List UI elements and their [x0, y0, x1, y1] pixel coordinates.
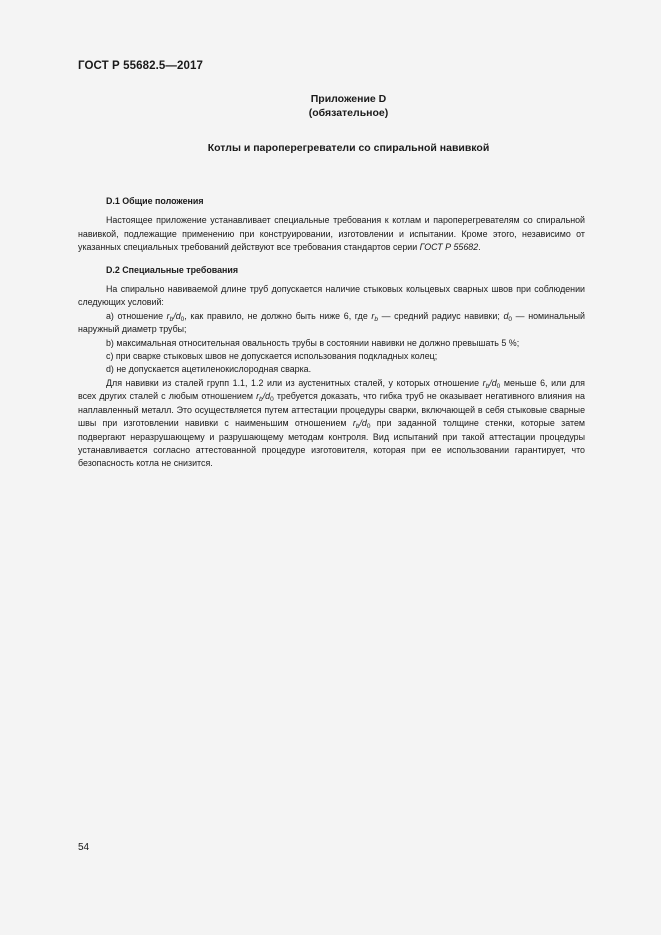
standard-designation: ГОСТ Р 55682.5—2017	[78, 60, 203, 72]
section-heading-d1: D.1 Общие положения	[106, 196, 204, 206]
list-item-c: с) при сварке стыковых швов не допускается использования подкладных колец;	[106, 351, 438, 362]
annex-title: Котлы и пароперегреватели со спиральной навивкой	[207, 142, 490, 154]
paragraph-d2-welding: Для навивки из сталей групп 1.1, 1.2 или из аустенитных сталей, у которых отношение $r_b/d_0$ меньше 6, или для всех других сталей с любым отношением $r_b/d_0$ требуется доказать, что гибка труб не оказывает негативного влияния на наплавленный металл. Это осуществляется путем аттестации процедуры сварки, включающей в себя стыковые сварные швы при изготовлении навивки с наименьшим отношением $r_b/d_0$ при заданной толщине стенки, которые затем подвергают неразрушающему и разрушающему методам контроля. Вид испытаний при такой аттестации процедуры устанавливается согласно аттестованной процедуре изготовителя, которая при ее использовании гарантирует, что безопасность котла не снизится.	[78, 377, 585, 469]
standard-reference: ГОСТ Р 55682	[419, 242, 479, 253]
list-item-b: b) максимальная относительная овальность трубы в состоянии навивки не должно превышать 5 %;	[106, 337, 520, 348]
paragraph-d1: Настоящее приложение устанавливает специальные требования к котлам и пароперегревателям со спиральной навивкой, подлежащие применению при конструировании, изготовлении и испытании. Кроме этого, независимо от указанных специальных требований действуют все требования стандартов серии ГОСТ Р 55682.	[78, 215, 585, 253]
page-number: 54	[78, 842, 90, 853]
annex-label: Приложение D	[310, 93, 387, 105]
list-item-a: а) отношение $r_b/d_0$, как правило, не должно быть ниже 6, где $r_b$ — средний радиус навивки; $d_0$ — номинальный наружный диаметр трубы;	[78, 310, 585, 335]
annex-status: (обязательное)	[308, 107, 389, 119]
document-body	[78, 195, 585, 471]
paragraph-d2-intro: На спирально навиваемой длине труб допускается наличие стыковых кольцевых сварных швов при соблюдении следующих условий:	[78, 284, 585, 308]
section-heading-d2: D.2 Специальные требования	[106, 264, 239, 275]
annex-heading	[0, 92, 661, 120]
list-item-d: d) не допускается ацетиленокислородная сварка.	[106, 364, 312, 375]
